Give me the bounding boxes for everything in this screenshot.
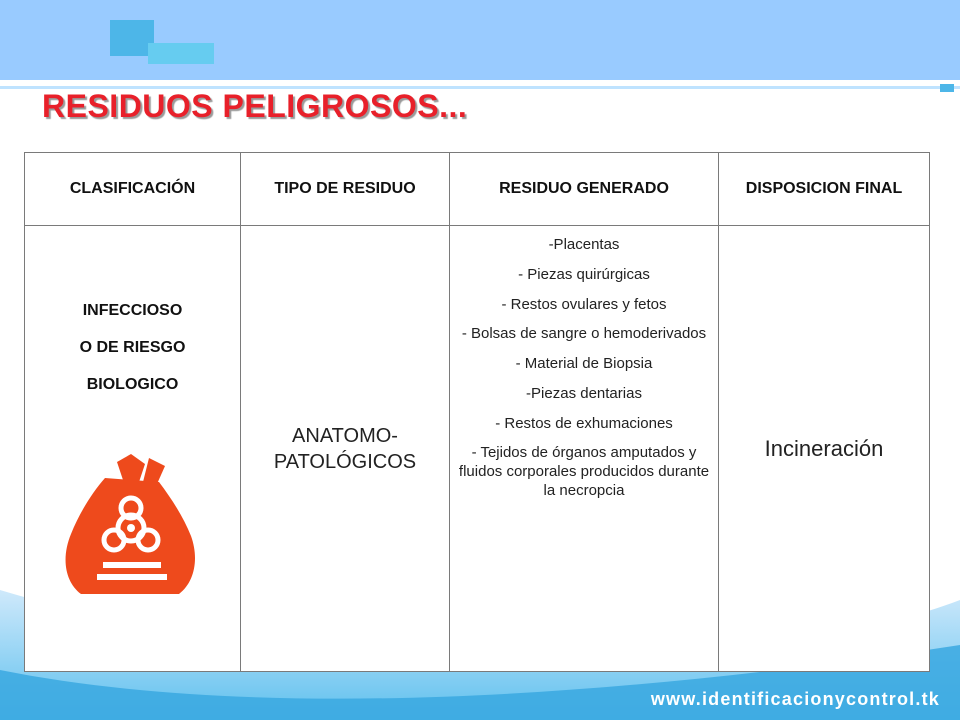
generated-waste-list: [450, 236, 718, 501]
list-item: -Piezas dentarias: [526, 384, 642, 402]
slide-title: RESIDUOS PELIGROSOS...: [42, 88, 468, 124]
header-classification: CLASIFICACIÓN: [25, 153, 241, 226]
list-item: -Placentas: [548, 236, 620, 253]
list-item: - Piezas quirúrgicas: [518, 265, 650, 283]
generated-waste-cell: [450, 226, 719, 672]
list-item: - Bolsas de sangre o hemoderivados: [461, 325, 707, 343]
list-item: - Material de Biopsia: [515, 355, 653, 372]
classification-line: INFECCIOSO: [82, 302, 183, 319]
biohazard-bag-icon: [59, 452, 204, 602]
decorative-square: [148, 43, 214, 64]
list-item: - Restos ovulares y fetos: [501, 295, 667, 313]
header-waste-type: TIPO DE RESIDUO: [241, 153, 450, 226]
header-generated-waste: RESIDUO GENERADO: [450, 153, 719, 226]
table-row: [25, 226, 930, 672]
classification-line: O DE RIESGO: [79, 339, 186, 356]
list-item: - Tejidos de órganos amputados y fluidos corporales producidos durante la necropcia: [458, 444, 710, 499]
header-final-disposal: DISPOSICION FINAL: [719, 153, 930, 226]
list-item: - Restos de exhumaciones: [495, 414, 673, 432]
table-header-row: [25, 153, 930, 226]
final-disposal-cell: Incineración: [719, 226, 930, 672]
classification-line: BIOLOGICO: [86, 376, 179, 393]
waste-type-cell: ANATOMO-PATOLÓGICOS: [241, 226, 450, 672]
waste-table: [24, 152, 930, 672]
footer-url: www.identificacionycontrol.tk: [650, 689, 940, 709]
decorative-dot: [940, 84, 954, 92]
classification-cell: [25, 226, 241, 672]
